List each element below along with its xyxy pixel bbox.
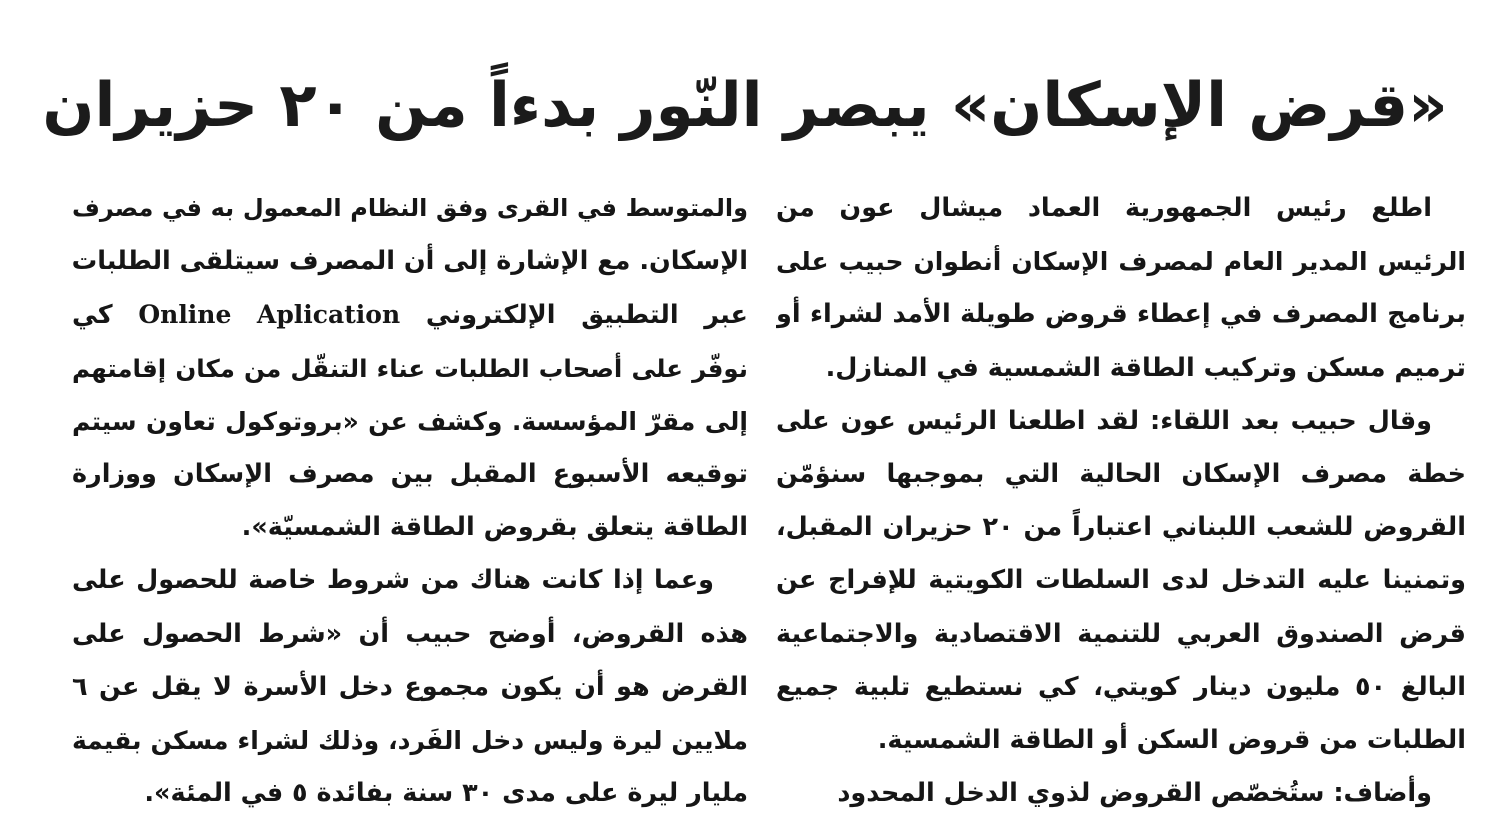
- paragraph-line: خطة مصرف الإسكان الحالية التي بموجبها سنؤمّن: [776, 458, 1466, 489]
- paragraph-line: وقال حبيب بعد اللقاء: لقد اطلعنا الرئيس عون على: [776, 405, 1432, 436]
- paragraph-line: ترميم مسكن وتركيب الطاقة الشمسية في المنازل.: [825, 352, 1466, 383]
- article-column-left: [72, 182, 748, 809]
- paragraph-line: البالغ ٥٠ مليون دينار كويتي، كي نستطيع تلبية جميع: [776, 671, 1466, 702]
- paragraph-line: [72, 288, 748, 341]
- paragraph-line: وأضاف: ستُخصّص القروض لذوي الدخل المحدود: [837, 778, 1432, 809]
- line-segment: عبر التطبيق الإلكتروني: [425, 300, 748, 331]
- paragraph-line: الطاقة يتعلق بقروض الطاقة الشمسيّة».: [241, 512, 748, 543]
- paragraph-line: الإسكان. مع الإشارة إلى أن المصرف سيتلقى الطلبات: [72, 246, 748, 277]
- paragraph-line: القرض هو أن يكون مجموع دخل الأسرة لا يقل عن ٦: [72, 671, 748, 702]
- paragraph-line: نوفّر على أصحاب الطلبات عناء التنقّل من مكان إقامتهم: [72, 353, 748, 383]
- paragraph-line: وتمنينا عليه التدخل لدى السلطات الكويتية للإفراج عن: [776, 565, 1466, 596]
- line-segment: كي: [72, 300, 113, 331]
- paragraph-line: وعما إذا كانت هناك من شروط خاصة للحصول على: [72, 565, 714, 596]
- paragraph-line: توقيعه الأسبوع المقبل بين مصرف الإسكان ووزارة: [72, 458, 748, 489]
- paragraph-line: والمتوسط في القرى وفق النظام المعمول به في مصرف: [72, 194, 748, 222]
- english-term: Online Aplication: [138, 300, 401, 330]
- paragraph-line: مليار ليرة على مدى ٣٠ سنة بفائدة ٥ في المئة».: [144, 778, 748, 809]
- paragraph-line: الرئيس المدير العام لمصرف الإسكان أنطوان حبيب على: [776, 247, 1466, 277]
- paragraph-line: القروض للشعب اللبناني اعتباراً من ٢٠ حزيران المقبل،: [776, 512, 1466, 543]
- paragraph-line: هذه القروض، أوضح حبيب أن «شرط الحصول على: [72, 618, 748, 649]
- paragraph-line: اطلع رئيس الجمهورية العماد ميشال عون من: [776, 193, 1432, 223]
- paragraph-line: الطلبات من قروض السكن أو الطاقة الشمسية.: [877, 724, 1466, 755]
- paragraph-line: برنامج المصرف في إعطاء قروض طويلة الأمد لشراء أو: [776, 299, 1466, 330]
- headline: «قرض الإسكان» يبصر النّور بدءاً من ٢٠ حزيران: [42, 69, 1448, 141]
- paragraph-line: إلى مقرّ المؤسسة. وكشف عن «بروتوكول تعاون سيتم: [72, 406, 748, 436]
- article-column-right: [776, 182, 1466, 809]
- paragraph-line: ملايين ليرة وليس دخل الفَرد، وذلك لشراء مسكن بقيمة: [72, 725, 748, 755]
- paragraph-line: قرض الصندوق العربي للتنمية الاقتصادية والاجتماعية: [776, 618, 1466, 649]
